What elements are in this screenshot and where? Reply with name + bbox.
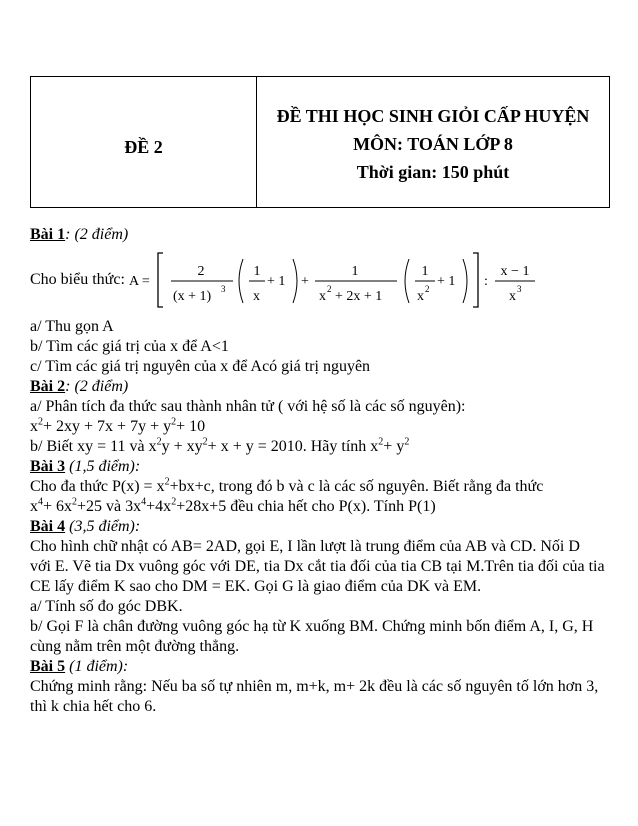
formula-den5-exp: 3	[516, 284, 522, 294]
exam-body	[30, 225, 620, 717]
bai4-b2: cùng nằm trên một đường thẳng.	[30, 638, 240, 655]
bai1-a: a/ Thu gọn A	[30, 318, 114, 335]
formula-num5: x − 1	[500, 264, 530, 279]
formula-lhs: A =	[128, 274, 150, 289]
formula-num2: 1	[253, 264, 261, 279]
exam-title: ĐỀ THI HỌC SINH GIỎI CẤP HUYỆN	[276, 106, 590, 126]
bai1-label: Cho biểu thức:	[30, 271, 125, 288]
bai3-line2: $x^4+ 6x^2+25$ và $3x^4+4x^2+28x+5$ đều chia hết cho P(x). Tính P(1)	[30, 496, 436, 515]
formula-den1-exp: 3	[220, 284, 226, 294]
bai1-c: c/ Tìm các giá trị nguyên của x để Acó giá trị nguyên	[30, 358, 371, 375]
bai1-formula-row	[30, 247, 620, 313]
formula-plus-mid: +	[300, 274, 309, 289]
formula-paren-left-1	[239, 259, 243, 303]
bai5-line1: Chứng minh rằng: Nếu ba số tự nhiên m, m+k, m+ 2k đều là các số nguyên tố lớn hơn 3,	[30, 678, 599, 695]
bai5-heading: Bài 5 (1 điểm):	[30, 658, 129, 675]
formula-den4-exp: 2	[424, 284, 430, 294]
exam-header	[30, 76, 610, 208]
bai2-expression: $x^2+ 2xy + 7x + 7y + y^2+ 10$	[30, 416, 206, 435]
bai4-line2: với E. Vẽ tia Dx vuông góc với DE, tia Dx cắt tia đối của tia CB tại M.Trên tia đối của tia	[30, 558, 605, 575]
formula-big-bracket-right	[473, 253, 478, 307]
formula-big-bracket-left	[158, 253, 163, 307]
bai4-line1: Cho hình chữ nhật có AB= 2AD, gọi E, I lần lượt là trung điểm của AB và CD. Nối D	[30, 538, 580, 555]
bai4-line3: CE lấy điểm K sao cho DM = EK. Gọi G là giao điểm của DK và EM.	[30, 578, 482, 595]
formula-den3: x	[318, 289, 326, 304]
formula-paren-right-1	[293, 259, 297, 303]
bai4-a: a/ Tính số đo góc DBK.	[30, 598, 183, 615]
formula-paren-right-2	[463, 259, 467, 303]
formula-den1: (x + 1)	[172, 289, 212, 304]
bai1-heading: Bài 1: (2 điểm)	[30, 226, 129, 243]
exam-number: ĐỀ 2	[31, 77, 257, 207]
formula-num3: 1	[351, 264, 359, 279]
bai4-heading: Bài 4 (3,5 điểm):	[30, 518, 141, 535]
formula-den5: x	[508, 289, 516, 304]
formula-plus1: + 1	[266, 274, 286, 289]
formula-paren-left-2	[405, 259, 409, 303]
exam-subject: MÔN: TOÁN LỚP 8	[353, 134, 513, 154]
exam-time: Thời gian: 150 phút	[356, 162, 510, 182]
bai3-heading: Bài 3 (1,5 điểm):	[30, 458, 141, 475]
exam-title-block	[257, 77, 609, 207]
bai2-b: b/ Biết xy = 11 và $x^2y + xy^2+ x + y = 2010$. Hãy tính $x^2+ y^2$	[30, 436, 410, 455]
formula-den3-exp: 2	[326, 284, 332, 294]
formula-num1: 2	[197, 264, 205, 279]
formula-colon: :	[483, 274, 488, 289]
bai2-a: a/ Phân tích đa thức sau thành nhân tử ( với hệ số là các số nguyên):	[30, 398, 466, 415]
bai5-line2: thì k chia hết cho 6.	[30, 698, 157, 715]
formula-den3-rest: + 2x + 1	[334, 289, 383, 304]
formula-den4: x	[416, 289, 424, 304]
formula-num4: 1	[421, 264, 429, 279]
bai1-b: b/ Tìm các giá trị của x để A<1	[30, 338, 229, 355]
formula-expression	[129, 247, 569, 313]
formula-den2: x	[252, 289, 260, 304]
bai2-heading: Bài 2: (2 điểm)	[30, 378, 129, 395]
bai4-b1: b/ Gọi F là chân đường vuông góc hạ từ K xuống BM. Chứng minh bốn điểm A, I, G, H	[30, 618, 594, 635]
formula-plus2: + 1	[436, 274, 456, 289]
bai3-line1: Cho đa thức $P(x) = x^2+bx+c$, trong đó b và c là các số nguyên. Biết rằng đa thức	[30, 476, 544, 495]
